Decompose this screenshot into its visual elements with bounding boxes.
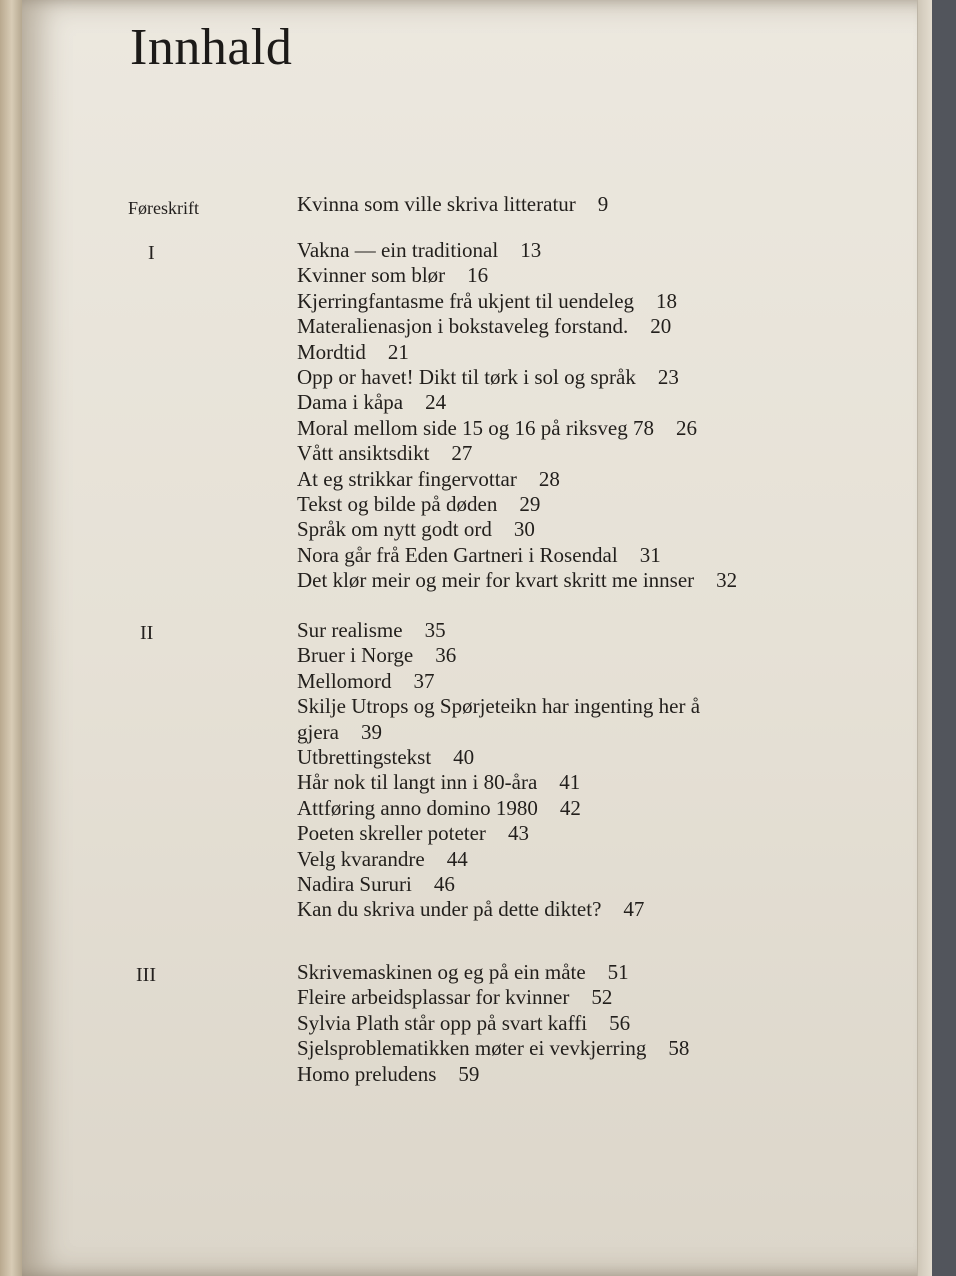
entry-page-number: 31: [639, 542, 661, 567]
entry-page-number: 27: [451, 441, 473, 466]
toc-entry: [297, 340, 737, 365]
section-label: II: [140, 622, 154, 644]
toc-entry: [297, 720, 722, 745]
toc-entry: [297, 796, 722, 821]
entry-page-number: 43: [507, 821, 529, 846]
toc-entry: [297, 1062, 689, 1087]
entry-page-number: 35: [424, 618, 446, 642]
entry-page-number: 42: [559, 795, 581, 820]
entry-title: Hår nok til langt inn i 80-åra: [297, 770, 538, 795]
entry-page-number: 13: [520, 238, 542, 262]
toc-entry: [297, 643, 722, 668]
toc-entry: [297, 821, 722, 846]
entry-page-number: 18: [656, 288, 678, 313]
entry-page-number: 46: [433, 871, 455, 896]
entry-page-number: 29: [519, 491, 541, 516]
toc-entry: [297, 441, 737, 466]
section-label: III: [136, 964, 156, 986]
toc-entry: [297, 985, 689, 1010]
entry-page-number: 23: [657, 364, 679, 389]
entry-page-number: 32: [716, 568, 738, 593]
toc-entry: [297, 192, 608, 217]
entry-list: [297, 960, 689, 1087]
entry-title: Opp or havet! Dikt til tørk i sol og språk: [297, 364, 636, 389]
entry-title: Utbrettingstekst: [297, 744, 432, 769]
entry-page-number: 39: [360, 719, 382, 744]
section-label: Føreskrift: [128, 198, 199, 218]
entry-page-number: 59: [458, 1061, 480, 1086]
toc-entry: [297, 694, 722, 719]
entry-title: Velg kvarandre: [297, 846, 425, 871]
entry-page-number: 24: [425, 390, 447, 415]
entry-title: Attføring anno domino 1980: [297, 795, 538, 820]
entry-page-number: 30: [513, 517, 535, 542]
toc-entry: [297, 517, 737, 542]
entry-title: Mordtid: [297, 339, 366, 364]
entry-title: Kan du skriva under på dette diktet?: [297, 897, 602, 922]
toc-entry: [297, 770, 722, 795]
toc-entry: [297, 618, 722, 643]
entry-page-number: 58: [668, 1036, 690, 1061]
entry-title: Nora går frå Eden Gartneri i Rosendal: [297, 542, 618, 567]
entry-page-number: 51: [607, 960, 629, 984]
entry-title: Kvinner som blør: [297, 263, 446, 288]
entry-page-number: 44: [446, 846, 468, 871]
toc-entry: [297, 872, 722, 897]
entry-title: Sur realisme: [297, 618, 403, 642]
toc-entry: [297, 238, 737, 263]
toc-entry: [297, 1011, 689, 1036]
entry-page-number: 47: [623, 897, 645, 922]
entry-page-number: 21: [387, 339, 409, 364]
entry-title: Dama i kåpa: [297, 390, 404, 415]
entry-title: Vått ansiktsdikt: [297, 441, 430, 466]
toc-entry: [297, 568, 737, 593]
entry-list: [297, 192, 608, 217]
entry-page-number: 9: [597, 192, 609, 216]
entry-title: Skrivemaskinen og eg på ein måte: [297, 960, 586, 984]
toc-entry: [297, 390, 737, 415]
toc-entry: [297, 847, 722, 872]
entry-page-number: 52: [591, 985, 613, 1010]
entry-title: Kjerringfantasme frå ukjent til uendeleg: [297, 288, 635, 313]
toc-entry: [297, 897, 722, 922]
toc-entry: [297, 263, 737, 288]
toc-entry: [297, 543, 737, 568]
entry-title: Mellomord: [297, 668, 392, 693]
entry-page-number: 28: [538, 466, 560, 491]
toc-entry: [297, 1036, 689, 1061]
toc-entry: [297, 960, 689, 985]
entry-title: Moral mellom side 15 og 16 på riksveg 78: [297, 415, 654, 440]
entry-title: gjera: [297, 719, 339, 744]
entry-page-number: 37: [413, 668, 435, 693]
toc-entry: [297, 669, 722, 694]
page-title: Innhald: [130, 19, 293, 76]
entry-title: Det klør meir og meir for kvart skritt me innser: [297, 568, 695, 593]
entry-page-number: 26: [675, 415, 697, 440]
entry-title: Fleire arbeidsplassar for kvinner: [297, 985, 570, 1010]
entry-page-number: 56: [609, 1010, 631, 1035]
entry-page-number: 36: [435, 643, 457, 668]
section-label: I: [148, 242, 155, 264]
entry-list: [297, 618, 722, 923]
entry-title: Tekst og bilde på døden: [297, 491, 498, 516]
entry-list: [297, 238, 737, 593]
entry-page-number: 16: [467, 263, 489, 288]
entry-title: Sylvia Plath står opp på svart kaffi: [297, 1010, 588, 1035]
toc-entry: [297, 365, 737, 390]
entry-title: Nadira Sururi: [297, 871, 412, 896]
entry-title: Materalienasjon i bokstaveleg forstand.: [297, 314, 629, 339]
toc-entry: [297, 492, 737, 517]
entry-title: At eg strikkar fingervottar: [297, 466, 517, 491]
entry-page-number: 41: [559, 770, 581, 795]
entry-page-number: 20: [650, 314, 672, 339]
entry-title: Sjelsproblematikken møter ei vevkjerring: [297, 1036, 647, 1061]
page-edge: [917, 0, 932, 1276]
entry-title: Bruer i Norge: [297, 643, 414, 668]
entry-page-number: 40: [453, 744, 475, 769]
entry-title: Homo preludens: [297, 1061, 437, 1086]
toc-entry: [297, 416, 737, 441]
book-page: [22, 0, 932, 1276]
entry-title: Skilje Utrops og Spørjeteikn har ingenting her å: [297, 694, 701, 719]
toc-entry: [297, 289, 737, 314]
toc-entry: [297, 745, 722, 770]
entry-title: Språk om nytt godt ord: [297, 517, 492, 542]
entry-title: Kvinna som ville skriva litteratur: [297, 192, 576, 216]
toc-entry: [297, 314, 737, 339]
toc-entry: [297, 467, 737, 492]
entry-title: Vakna — ein traditional: [297, 238, 499, 262]
entry-title: Poeten skreller poteter: [297, 821, 486, 846]
